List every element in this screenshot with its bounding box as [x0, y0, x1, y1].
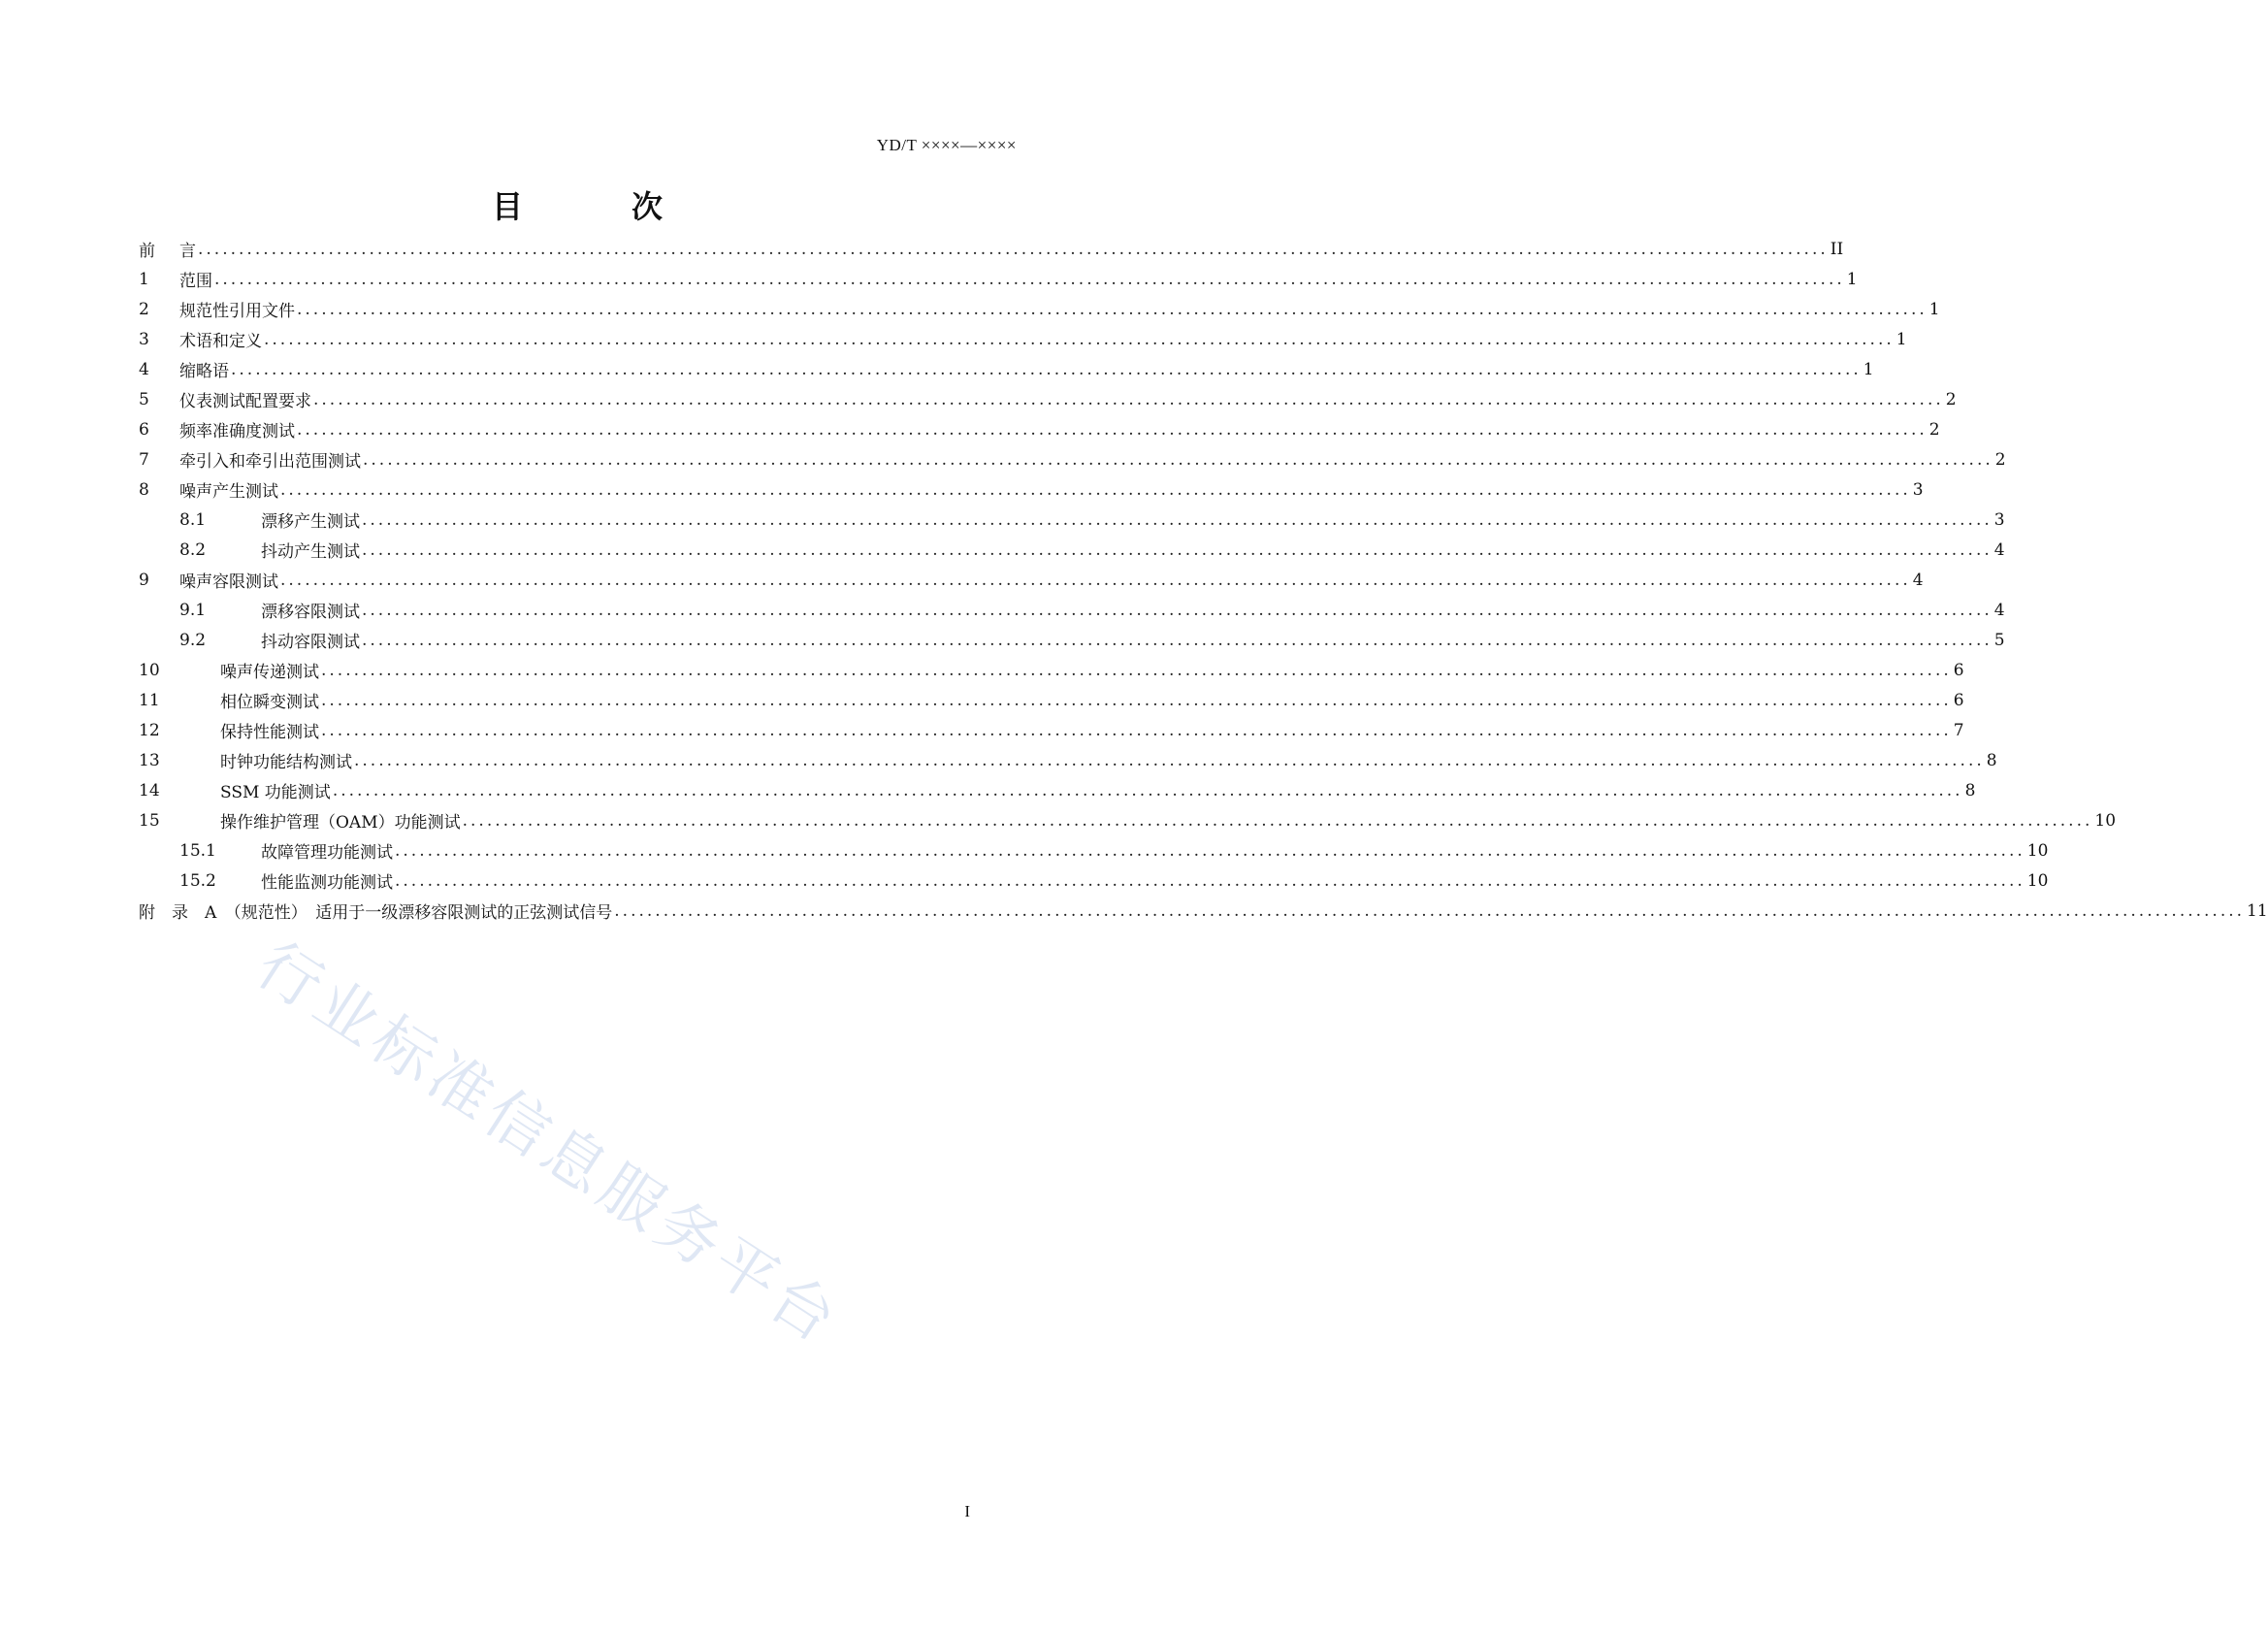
toc-entry-number: 5 — [139, 389, 149, 409]
toc-entry-page: 11 — [2247, 900, 2268, 921]
toc-leader-dots: ........................................................................................................................................................................................................ — [321, 660, 1952, 680]
page-number: I — [964, 1502, 970, 1520]
toc-entry[interactable] — [139, 294, 1940, 324]
toc-entry[interactable] — [139, 324, 1907, 354]
toc-leader-dots: ........................................................................................................................................................................................................ — [264, 329, 1895, 349]
toc-leader-dots: ........................................................................................................................................................................................................ — [362, 630, 1993, 650]
toc-entry-page: 2 — [1994, 449, 2006, 470]
toc-entry-number: 9.2 — [179, 630, 207, 650]
toc-entry-number: 12 — [139, 720, 160, 740]
toc-entry[interactable] — [139, 474, 1924, 505]
toc-leader-dots: ........................................................................................................................................................................................................ — [354, 750, 1985, 770]
toc-leader-dots: ........................................................................................................................................................................................................ — [280, 570, 1911, 590]
toc-leader-dots: ........................................................................................................................................................................................................ — [363, 449, 1993, 470]
toc-entry-page: 2 — [1928, 419, 1940, 440]
toc-entry-number: 8 — [139, 479, 149, 500]
toc-entry-title: 噪声传递测试 — [220, 663, 319, 682]
toc-entry-title: SSM 功能测试 — [220, 783, 331, 802]
toc-entry[interactable] — [139, 655, 1964, 685]
toc-entry-page: 6 — [1953, 660, 1964, 680]
toc-entry-title: 抖动产生测试 — [261, 542, 360, 562]
toc-entry-title: 保持性能测试 — [220, 723, 319, 742]
toc-entry-number: 9 — [139, 570, 149, 590]
toc-entry-page: 4 — [1993, 539, 2005, 560]
toc-entry-title: 范围 — [179, 272, 212, 291]
toc-entry-number: 7 — [139, 449, 149, 470]
toc-entry-title: 故障管理功能测试 — [261, 843, 393, 863]
toc-entry[interactable] — [139, 745, 1997, 775]
toc-leader-dots: ........................................................................................................................................................................................................ — [321, 720, 1952, 740]
page-title: 目 次 — [491, 188, 701, 225]
toc-entry-page: 3 — [1993, 509, 2005, 530]
toc-entry[interactable] — [139, 535, 2005, 565]
toc-entry[interactable] — [139, 565, 1924, 595]
toc-entry-number: 10 — [139, 660, 160, 680]
toc-entry[interactable] — [139, 805, 2117, 835]
toc-entry-number: 2 — [139, 299, 149, 319]
toc-entry-title: 噪声产生测试 — [179, 482, 278, 502]
toc-leader-dots: ........................................................................................................................................................................................................ — [362, 600, 1993, 620]
toc-leader-dots: ........................................................................................................................................................................................................ — [280, 479, 1911, 500]
toc-entry[interactable] — [139, 414, 1940, 444]
toc-entry-title: 相位瞬变测试 — [220, 693, 319, 712]
toc-leader-dots: ........................................................................................................................................................................................................ — [362, 539, 1993, 560]
toc-leader-dots: ........................................................................................................................................................................................................ — [313, 389, 1944, 409]
toc-entry-number: 13 — [139, 750, 160, 770]
toc-entry-page: 1 — [1846, 269, 1858, 289]
toc-leader-dots: ........................................................................................................................................................................................................ — [362, 509, 1993, 530]
toc-entry-title: 频率准确度测试 — [179, 422, 295, 441]
toc-entry-number: 15.1 — [179, 840, 216, 861]
toc-entry-title: 操作维护管理（OAM）功能测试 — [220, 813, 461, 833]
toc-entry-number: 15 — [139, 810, 160, 831]
toc-entry-page: 4 — [1912, 570, 1924, 590]
toc-entry[interactable] — [139, 384, 1957, 414]
toc-leader-dots: ........................................................................................................................................................................................................ — [231, 359, 1862, 379]
toc-entry[interactable] — [139, 505, 2005, 535]
toc-entry-page: 10 — [2026, 840, 2049, 861]
toc-entry-page: 1 — [1895, 329, 1907, 349]
toc-entry-page: 1 — [1863, 359, 1874, 379]
toc-leader-dots: ........................................................................................................................................................................................................ — [395, 870, 2025, 891]
toc-entry-title: 缩略语 — [179, 362, 229, 381]
toc-entry-title: 漂移产生测试 — [261, 512, 360, 532]
toc-entry[interactable] — [139, 444, 2006, 474]
toc-entry-title: 规范性引用文件 — [179, 302, 295, 321]
toc-entry-title: 噪声容限测试 — [179, 572, 278, 592]
toc-leader-dots: ........................................................................................................................................................................................................ — [395, 840, 2025, 861]
toc-entry[interactable] — [139, 865, 2049, 896]
watermark: 行业标准信息服务平台 — [243, 929, 853, 1359]
toc-entry-title: 抖动容限测试 — [261, 633, 360, 652]
toc-entry-number: 1 — [139, 269, 149, 289]
toc-entry-number: 9.1 — [179, 600, 207, 620]
toc-entry-number: 6 — [139, 419, 149, 440]
document-code: YD/T ××××—×××× — [876, 136, 1017, 154]
toc-entry-page: 6 — [1953, 690, 1964, 710]
toc-leader-dots: ........................................................................................................................................................................................................ — [614, 900, 2246, 921]
toc-entry-page: 4 — [1993, 600, 2005, 620]
toc-entry-number: 8.2 — [179, 539, 207, 560]
toc-leader-dots: ........................................................................................................................................................................................................ — [198, 239, 1829, 259]
toc-entry[interactable] — [139, 264, 1858, 294]
toc-entry-title: 仪表测试配置要求 — [179, 392, 311, 411]
toc-entry-title: 时钟功能结构测试 — [220, 753, 352, 772]
toc-leader-dots: ........................................................................................................................................................................................................ — [214, 269, 1845, 289]
toc-entry[interactable] — [139, 896, 2268, 926]
toc-entry[interactable] — [139, 625, 2005, 655]
toc-entry[interactable] — [139, 595, 2005, 625]
toc-entry[interactable] — [139, 715, 1964, 745]
toc-entry[interactable] — [139, 775, 1976, 805]
toc-entry-title: 性能监测功能测试 — [261, 873, 393, 893]
toc-leader-dots: ........................................................................................................................................................................................................ — [297, 299, 1928, 319]
toc-entry-title: 牵引入和牵引出范围测试 — [179, 452, 361, 472]
toc-entry-title: 附 录 A （规范性） 适用于一级漂移容限测试的正弦测试信号 — [139, 903, 613, 923]
toc-entry-page: II — [1830, 239, 1844, 259]
toc-leader-dots: ........................................................................................................................................................................................................ — [332, 780, 1963, 800]
toc-entry-page: 2 — [1945, 389, 1957, 409]
toc-entry[interactable] — [139, 354, 1874, 384]
toc-entry[interactable] — [139, 835, 2049, 865]
toc-entry[interactable] — [139, 234, 1844, 264]
toc-leader-dots: ........................................................................................................................................................................................................ — [462, 810, 2093, 831]
toc-entry-number: 前 — [139, 242, 155, 261]
toc-entry-page: 8 — [1964, 780, 1976, 800]
toc-entry-page: 10 — [2094, 810, 2117, 831]
toc-entry[interactable] — [139, 685, 1964, 715]
toc-entry-page: 10 — [2026, 870, 2049, 891]
toc-entry-page: 3 — [1912, 479, 1924, 500]
toc-entry-title: 漂移容限测试 — [261, 603, 360, 622]
toc-entry-page: 8 — [1986, 750, 1997, 770]
toc-entry-page: 1 — [1928, 299, 1940, 319]
toc-entry-number: 8.1 — [179, 509, 207, 530]
toc-entry-page: 7 — [1953, 720, 1964, 740]
table-of-contents — [139, 234, 2268, 926]
toc-leader-dots: ........................................................................................................................................................................................................ — [321, 690, 1952, 710]
toc-entry-title: 术语和定义 — [179, 332, 262, 351]
toc-entry-number: 3 — [139, 329, 149, 349]
toc-entry-number: 4 — [139, 359, 149, 379]
toc-leader-dots: ........................................................................................................................................................................................................ — [297, 419, 1928, 440]
toc-entry-number: 15.2 — [179, 870, 216, 891]
toc-entry-page: 5 — [1993, 630, 2005, 650]
toc-entry-title: 言 — [179, 242, 196, 261]
toc-entry-number: 11 — [139, 690, 160, 710]
toc-entry-number: 14 — [139, 780, 160, 800]
